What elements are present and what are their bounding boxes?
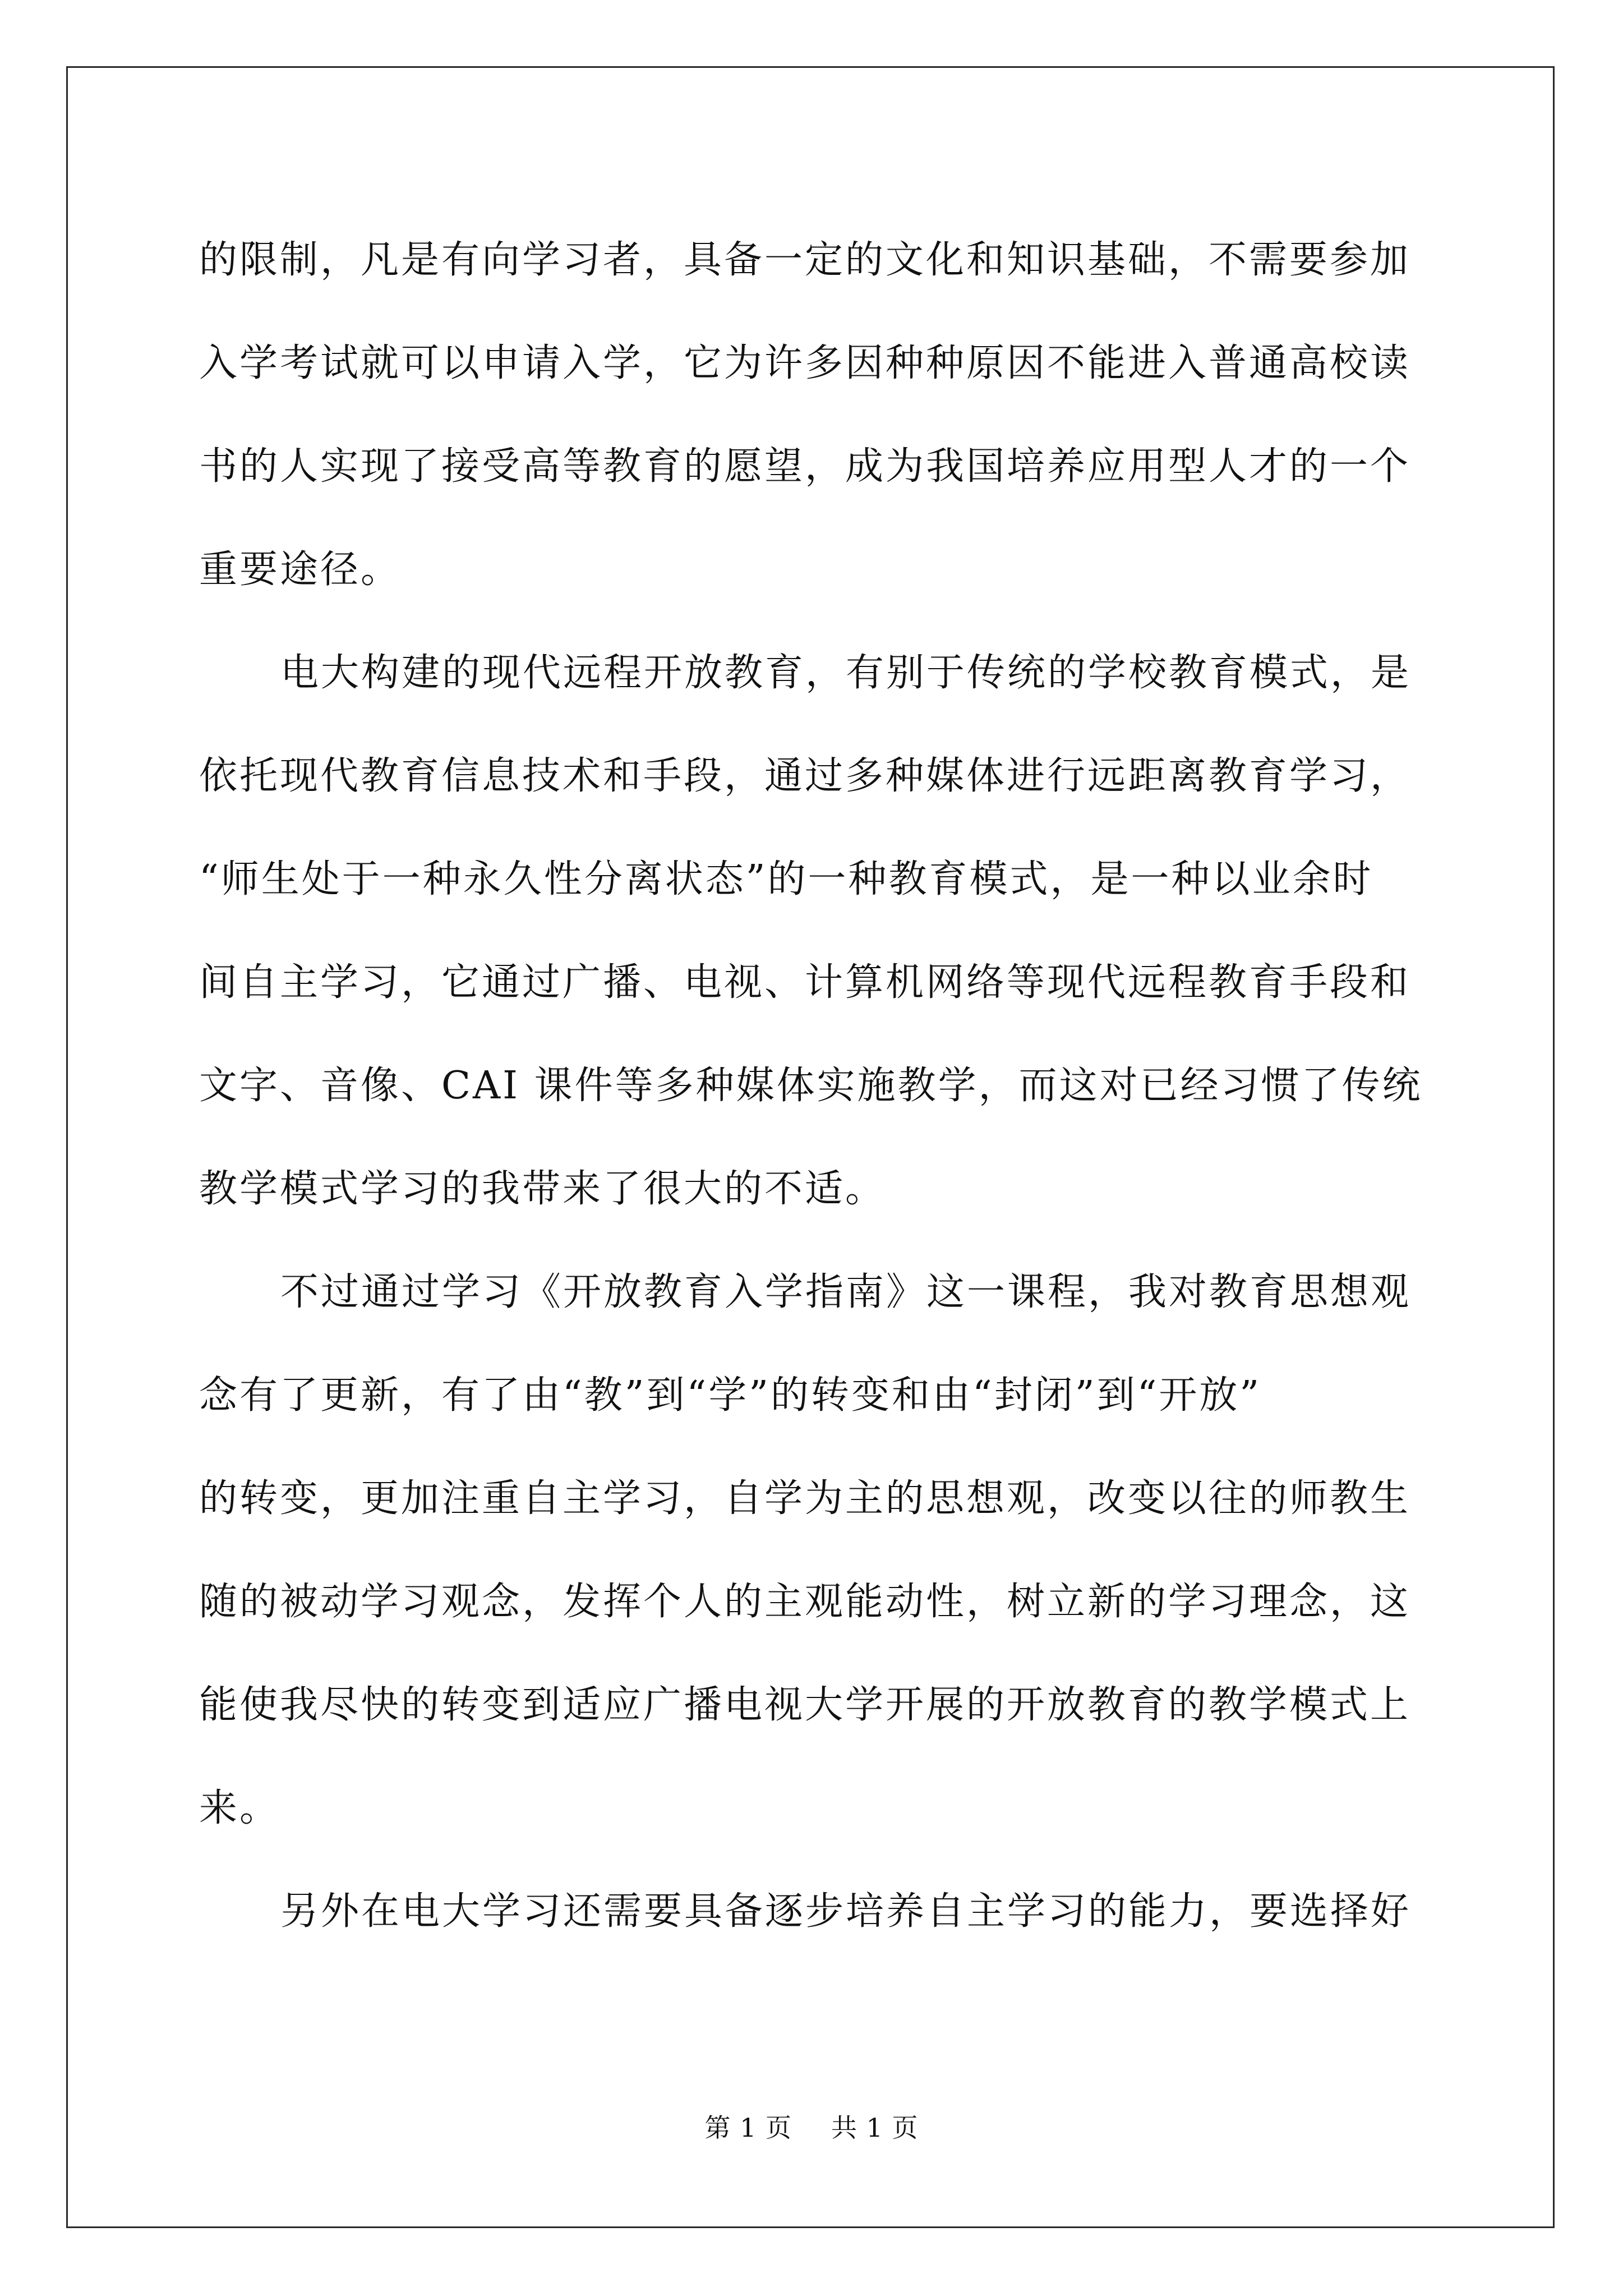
text-line: 入学考试就可以申请入学，它为许多因种种原因不能进入普通高校读 [199, 341, 1411, 385]
document-body [199, 209, 1427, 1963]
text-line: 文字、音像、CAI 课件等多种媒体实施教学，而这对已经习惯了传统 [199, 1064, 1423, 1108]
text-line: 依托现代教育信息技术和手段，通过多种媒体进行远距离教育学习， [199, 754, 1411, 798]
paragraph [199, 1860, 1427, 1963]
text-line: 书的人实现了接受高等教育的愿望，成为我国培养应用型人才的一个 [199, 444, 1411, 489]
text-line: “师生处于一种永久性分离状态”的一种教育模式，是一种以业余时 [199, 857, 1373, 901]
text-line: 随的被动学习观念，发挥个人的主观能动性，树立新的学习理念，这 [199, 1580, 1411, 1624]
paragraph [199, 1241, 1427, 1860]
text-line: 能使我尽快的转变到适应广播电视大学开展的开放教育的教学模式上 [199, 1683, 1411, 1727]
paragraph [199, 209, 1427, 622]
text-line: 另外在电大学习还需要具备逐步培养自主学习的能力，要选择好 [280, 1889, 1412, 1934]
text-line: 电大构建的现代远程开放教育，有别于传统的学校教育模式，是 [280, 651, 1412, 695]
text-line: 教学模式学习的我带来了很大的不适。 [199, 1167, 886, 1211]
text-line: 间自主学习，它通过广播、电视、计算机网络等现代远程教育手段和 [199, 960, 1411, 1005]
page-footer [0, 2112, 1623, 2143]
text-line: 的限制，凡是有向学习者，具备一定的文化和知识基础，不需要参加 [199, 238, 1411, 282]
paragraph [199, 622, 1427, 1241]
page-number: 第 1 页 [704, 2113, 792, 2143]
text-line: 不过通过学习《开放教育入学指南》这一课程，我对教育思想观 [280, 1270, 1412, 1314]
text-line: 重要途径。 [199, 547, 402, 592]
page-total: 共 1 页 [831, 2113, 919, 2143]
text-line: 念有了更新，有了由“教”到“学”的转变和由“封闭”到“开放” [199, 1373, 1262, 1418]
text-line: 的转变，更加注重自主学习，自学为主的思想观，改变以往的师教生 [199, 1476, 1411, 1521]
text-line: 来。 [199, 1786, 280, 1830]
